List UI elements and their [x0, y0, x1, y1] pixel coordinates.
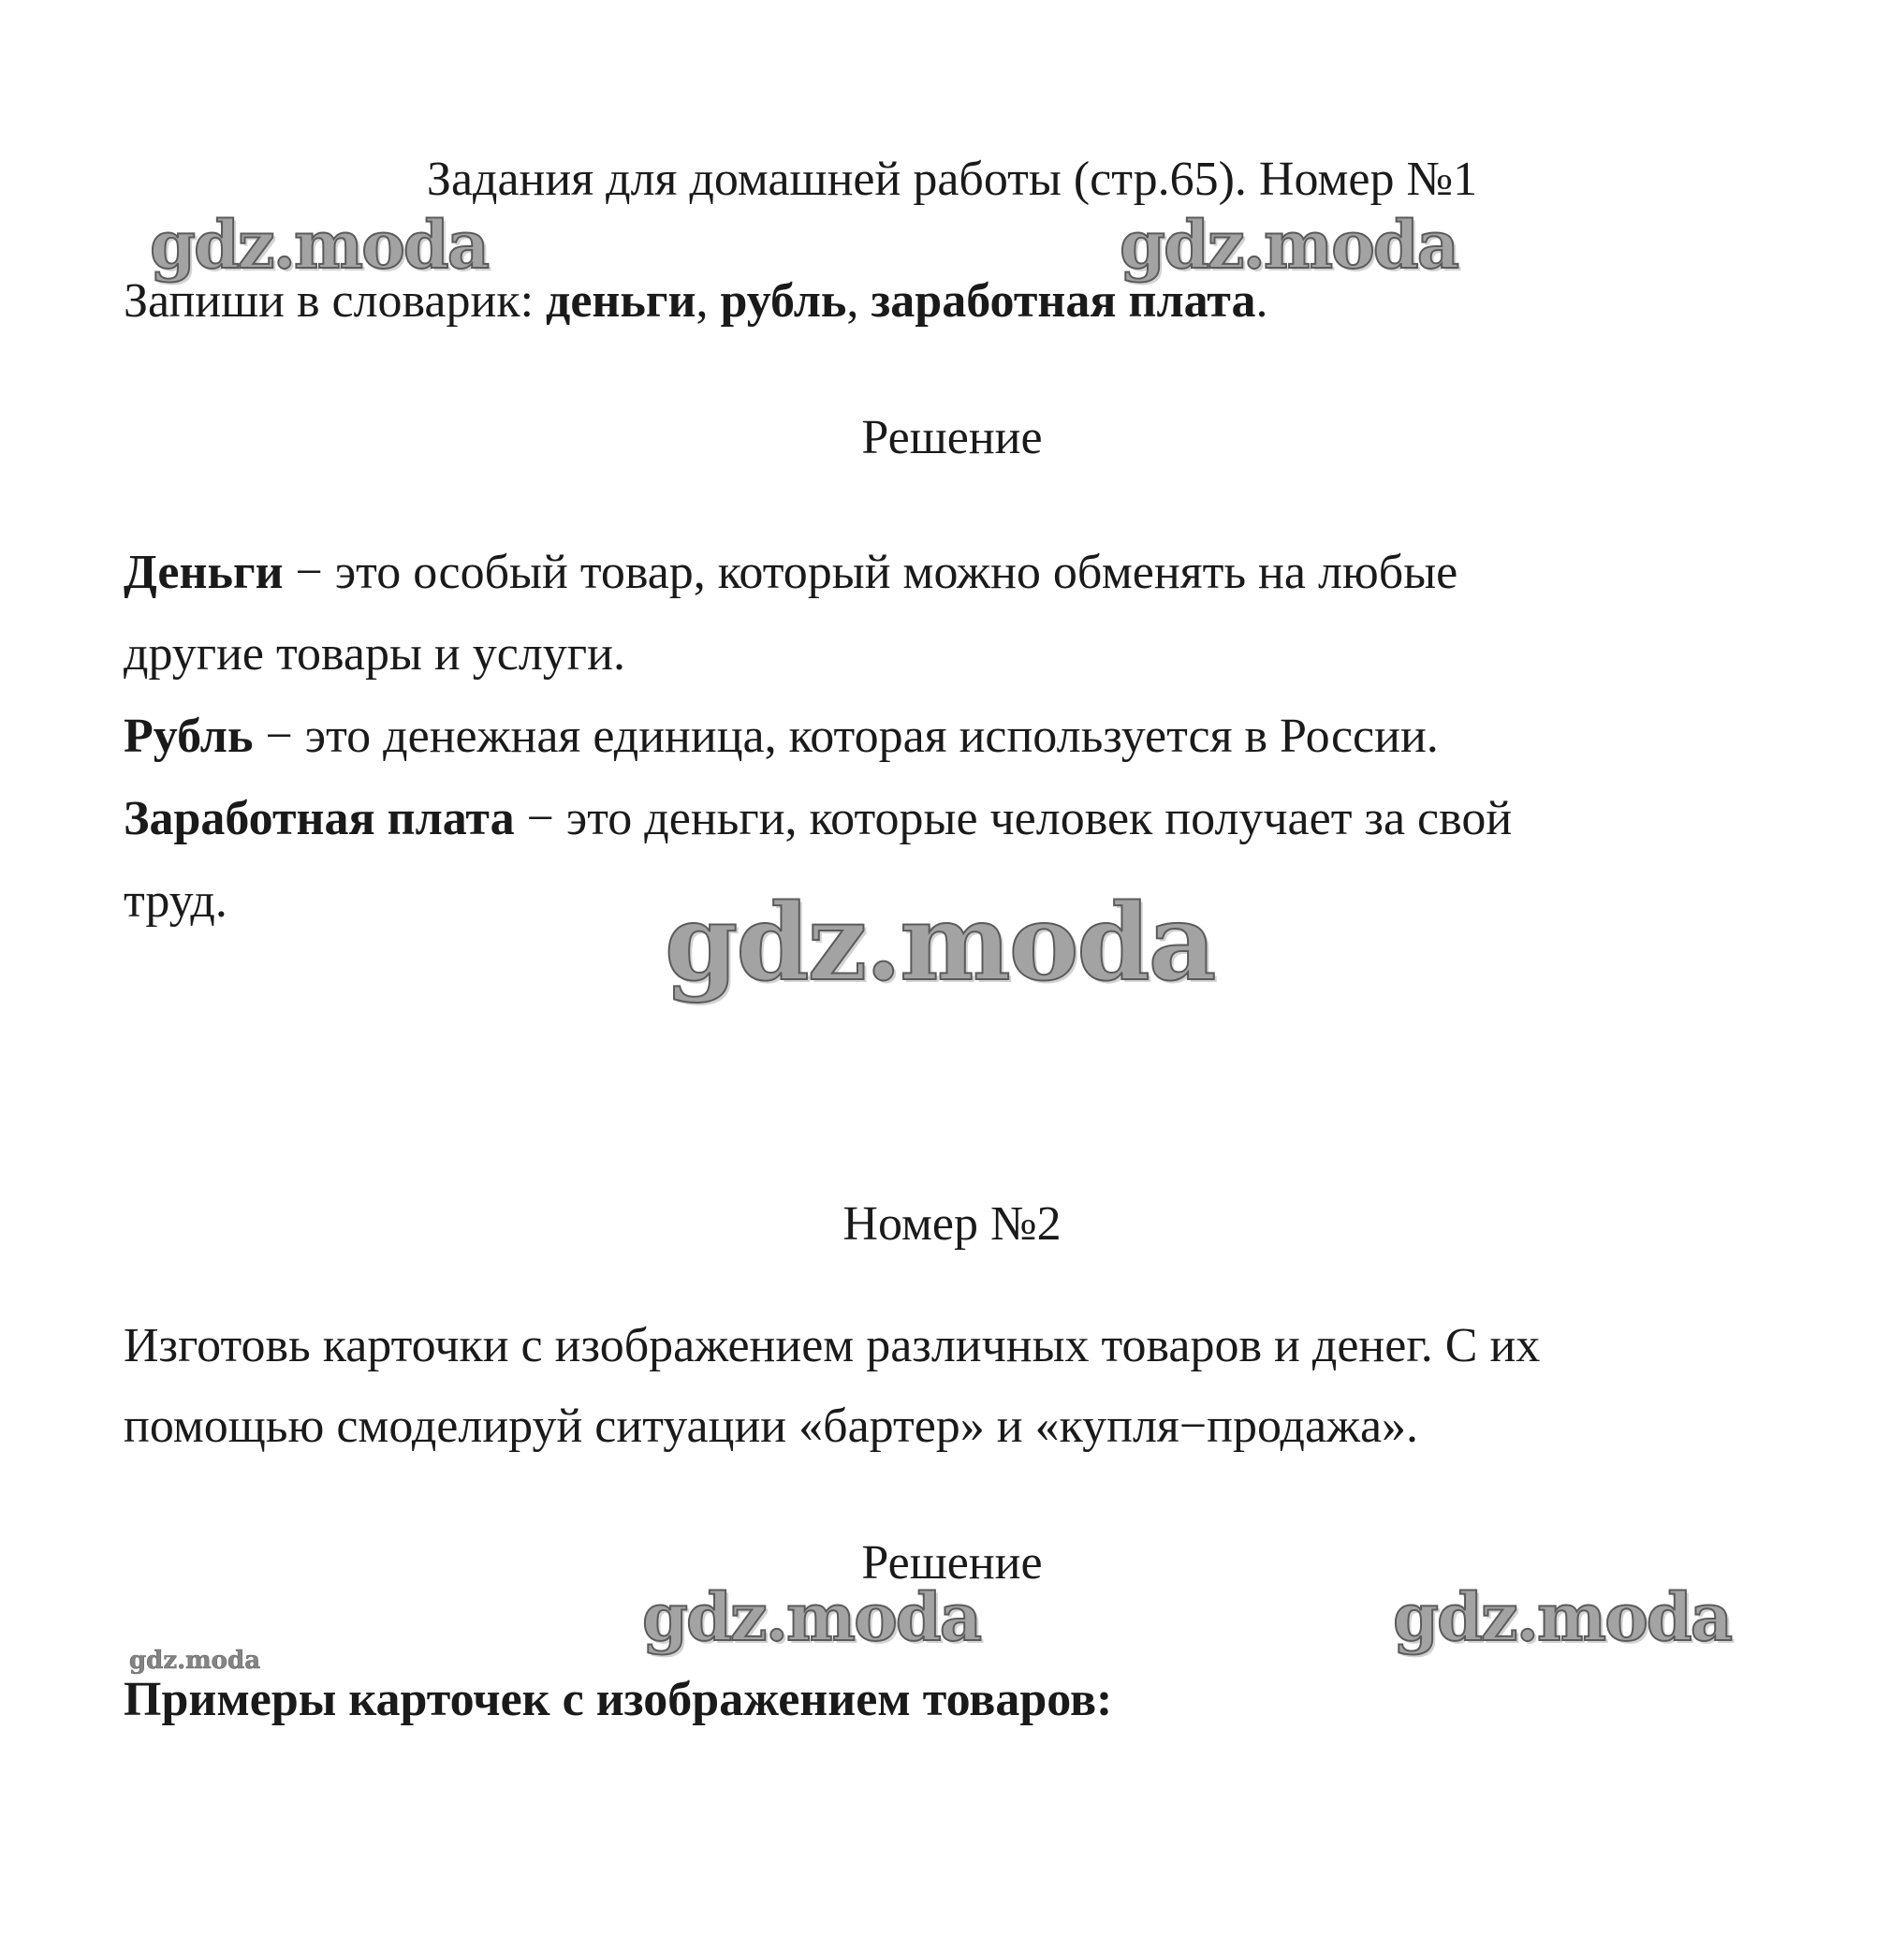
definition-ruble-term: Рубль — [124, 710, 254, 763]
watermark: gdz.moda — [150, 206, 489, 284]
task1-term-money: деньги — [546, 274, 696, 328]
definition-salary-line1: Заработная плата − это деньги, которые человек получает за свой — [124, 792, 1513, 845]
examples-heading: Примеры карточек с изображением товаров: — [124, 1673, 1113, 1726]
definition-salary-term: Заработная плата — [124, 792, 515, 845]
task1-prompt: Запиши в словарик: деньги, рубль, заработная плата. — [124, 274, 1268, 328]
definition-money-term: Деньги — [124, 546, 284, 599]
definition-money-line2: другие товары и услуги. — [124, 627, 625, 681]
watermark: gdz.moda — [1120, 206, 1458, 284]
definition-money-line1: Деньги − это особый товар, который можно обменять на любые — [124, 546, 1458, 599]
watermark: gdz.moda — [1393, 1578, 1732, 1656]
watermark: gdz.moda — [642, 1578, 981, 1656]
page-title: Задания для домашней работы (стр.65). Номер №1 — [426, 153, 1478, 206]
task1-solution-heading: Решение — [861, 411, 1043, 464]
task1-term-salary: заработная плата — [871, 274, 1256, 328]
task1-prompt-prefix: Запиши в словарик: — [124, 274, 547, 328]
definition-ruble: Рубль − это денежная единица, которая используется в России. — [124, 710, 1439, 763]
task2-prompt-line2: помощью смоделируй ситуации «бартер» и «купля−продажа». — [124, 1400, 1419, 1453]
watermark: gdz.moda — [665, 882, 1215, 1004]
definition-salary-line2: труд. — [124, 874, 227, 928]
task2-prompt-line1: Изготовь карточки с изображением различных товаров и денег. С их — [124, 1319, 1541, 1372]
watermark-small: gdz.moda — [129, 1647, 261, 1675]
task2-heading: Номер №2 — [842, 1197, 1062, 1251]
task1-term-ruble: рубль — [720, 274, 847, 328]
task2-solution-heading: Решение — [861, 1536, 1043, 1590]
